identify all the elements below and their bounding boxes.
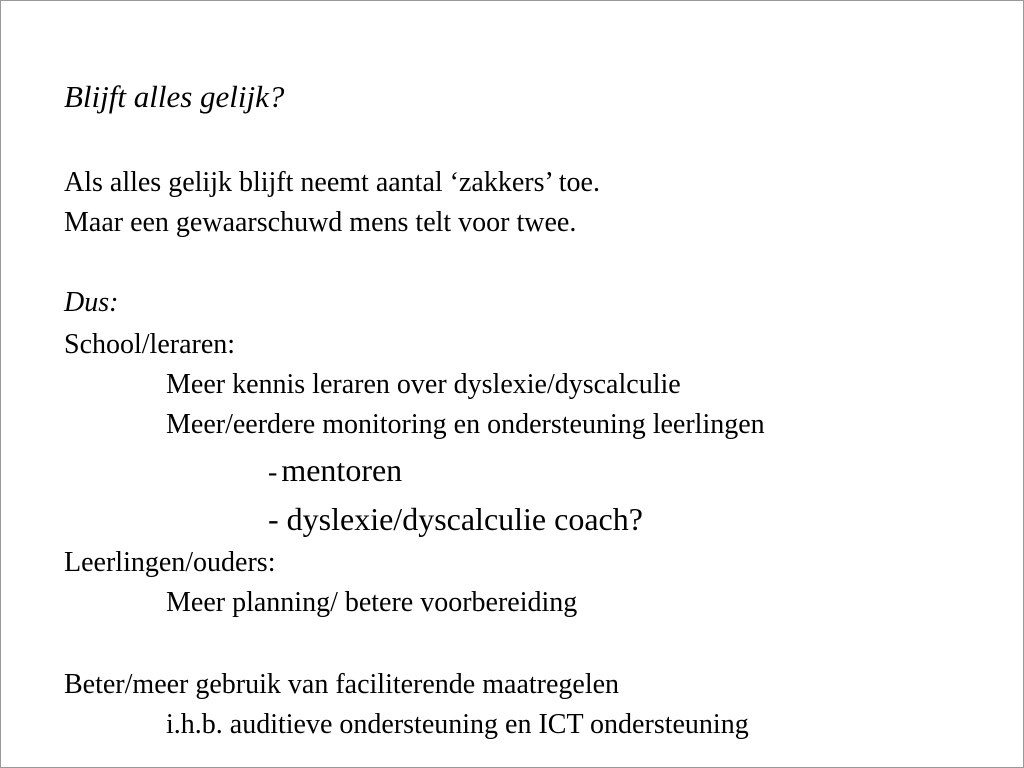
sub-item-dash: -: [268, 457, 278, 488]
sub-item-mentoren: [268, 454, 402, 487]
students-item-1: Meer planning/ betere voorbereiding: [166, 587, 578, 618]
students-heading: Leerlingen/ouders:: [64, 547, 276, 578]
school-item-1: Meer kennis leraren over dyslexie/dyscalculie: [166, 369, 681, 400]
intro-line-1: Als alles gelijk blijft neemt aantal ‘zakkers’ toe.: [64, 167, 600, 198]
school-item-2: Meer/eerdere monitoring en ondersteuning leerlingen: [166, 409, 765, 440]
facilities-item-1: i.h.b. auditieve ondersteuning en ICT ondersteuning: [166, 709, 749, 740]
sub-item-coach: - dyslexie/dyscalculie coach?: [268, 501, 643, 537]
facilities-heading: Beter/meer gebruik van faciliterende maatregelen: [64, 669, 620, 700]
slide-title: Blijft alles gelijk?: [64, 79, 285, 114]
sub-item-mentoren-label: mentoren: [281, 452, 403, 488]
dus-label: Dus:: [64, 287, 119, 318]
school-heading: School/leraren:: [64, 329, 236, 360]
intro-line-2: Maar een gewaarschuwd mens telt voor twee.: [64, 207, 577, 238]
